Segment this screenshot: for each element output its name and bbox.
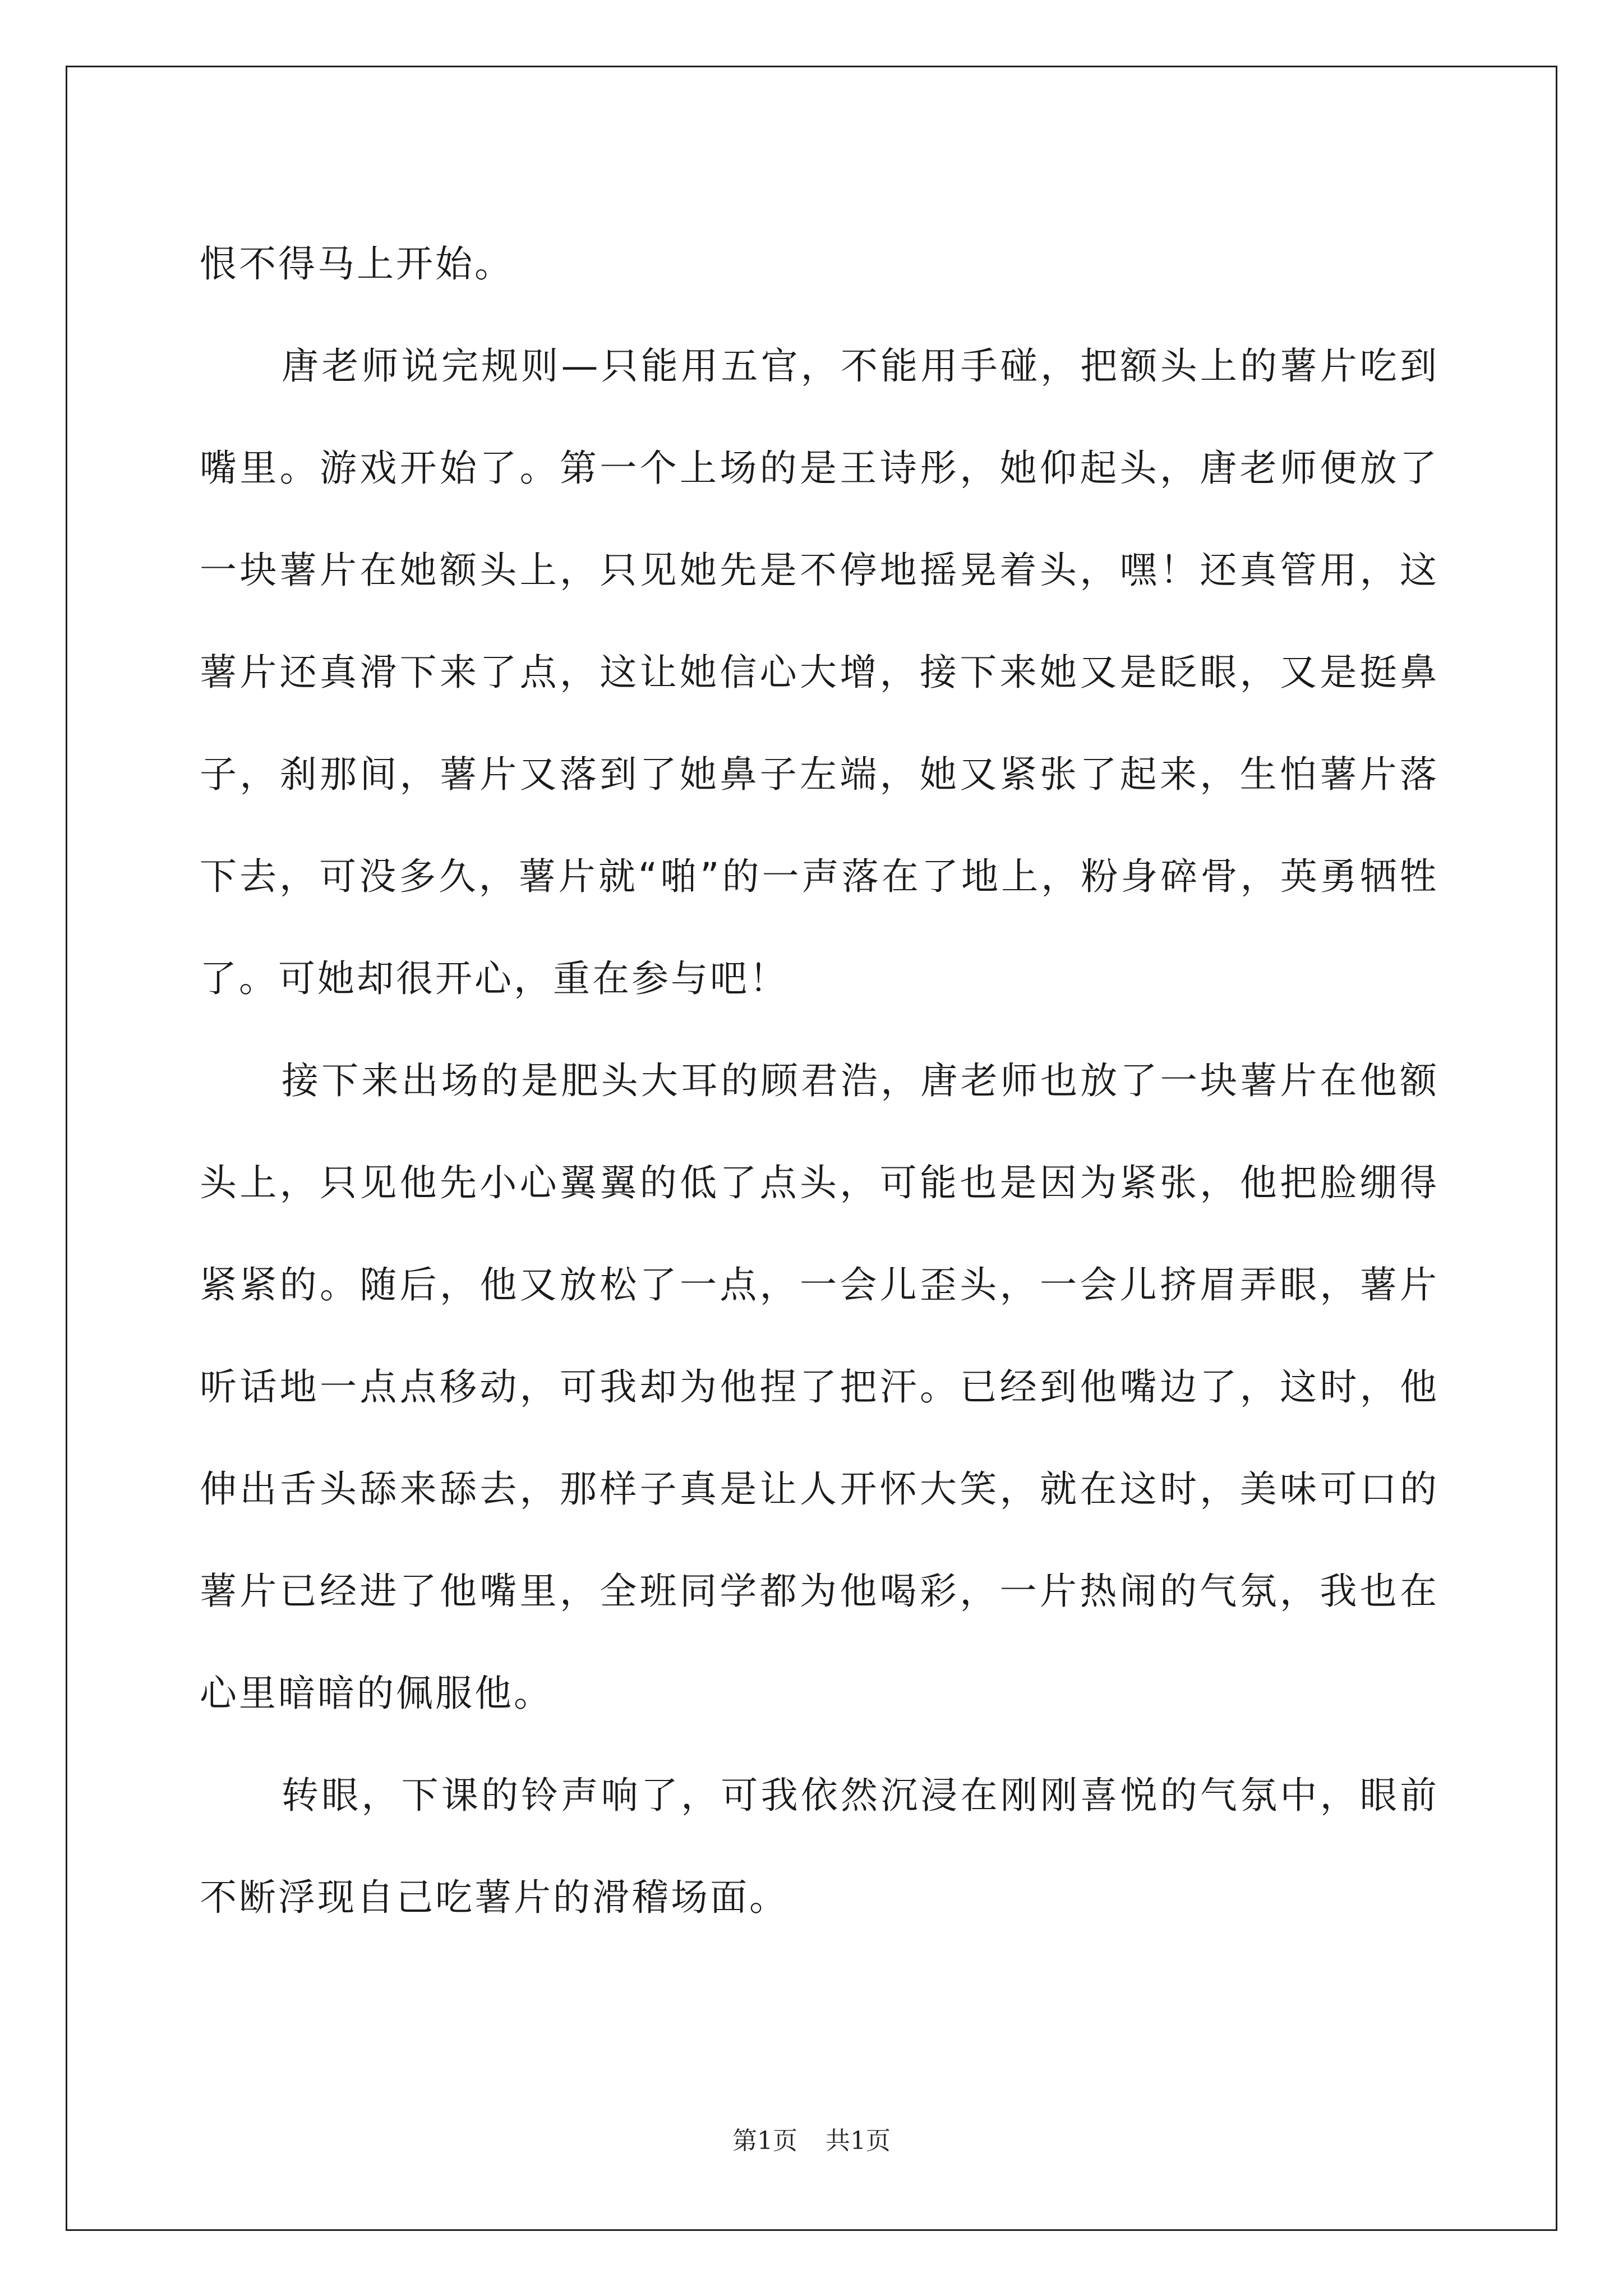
page-number-total: 共1页 <box>826 2127 891 2155</box>
paragraph-3: 接下来出场的是肥头大耳的顾君浩，唐老师也放了一块薯片在他额头上，只见他先小心翼翼的低了点头，可能也是因为紧张，他把脸绷得紧紧的。随后，他又放松了一点，一会儿歪头，一会儿挤眉弄眼，薯片听话地一点点移动，可我却为他捏了把汗。已经到他嘴边了，这时，他伸出舌头舔来舔去，那样子真是让人开怀大笑，就在这时，美味可口的薯片已经进了他嘴里，全班同学都为他喝彩，一片热闹的气氛，我也在心里暗暗的佩服他。 <box>200 1059 1439 1715</box>
page-number-current: 第1页 <box>732 2127 797 2155</box>
paragraph-4: 转眼，下课的铃声响了，可我依然沉浸在刚刚喜悦的气氛中，眼前不断浮现自己吃薯片的滑稽场面。 <box>200 1774 1439 1919</box>
paragraph-2: 唐老师说完规则—只能用五官，不能用手碰，把额头上的薯片吃到嘴里。游戏开始了。第一个上场的是王诗彤，她仰起头，唐老师便放了一块薯片在她额头上，只见她先是不停地摇晃着头，嘿！还真管用，这薯片还真滑下来了点，这让她信心大增，接下来她又是眨眼，又是挺鼻子，刹那间，薯片又落到了她鼻子左端，她又紧张了起来，生怕薯片落下去，可没多久，薯片就“啪”的一声落在了地上，粉身碎骨，英勇牺牲了。可她却很开心，重在参与吧！ <box>200 344 1439 1000</box>
document-body <box>200 213 1439 1949</box>
page-footer <box>0 2120 1623 2156</box>
paragraph-1: 恨不得马上开始。 <box>200 242 514 286</box>
